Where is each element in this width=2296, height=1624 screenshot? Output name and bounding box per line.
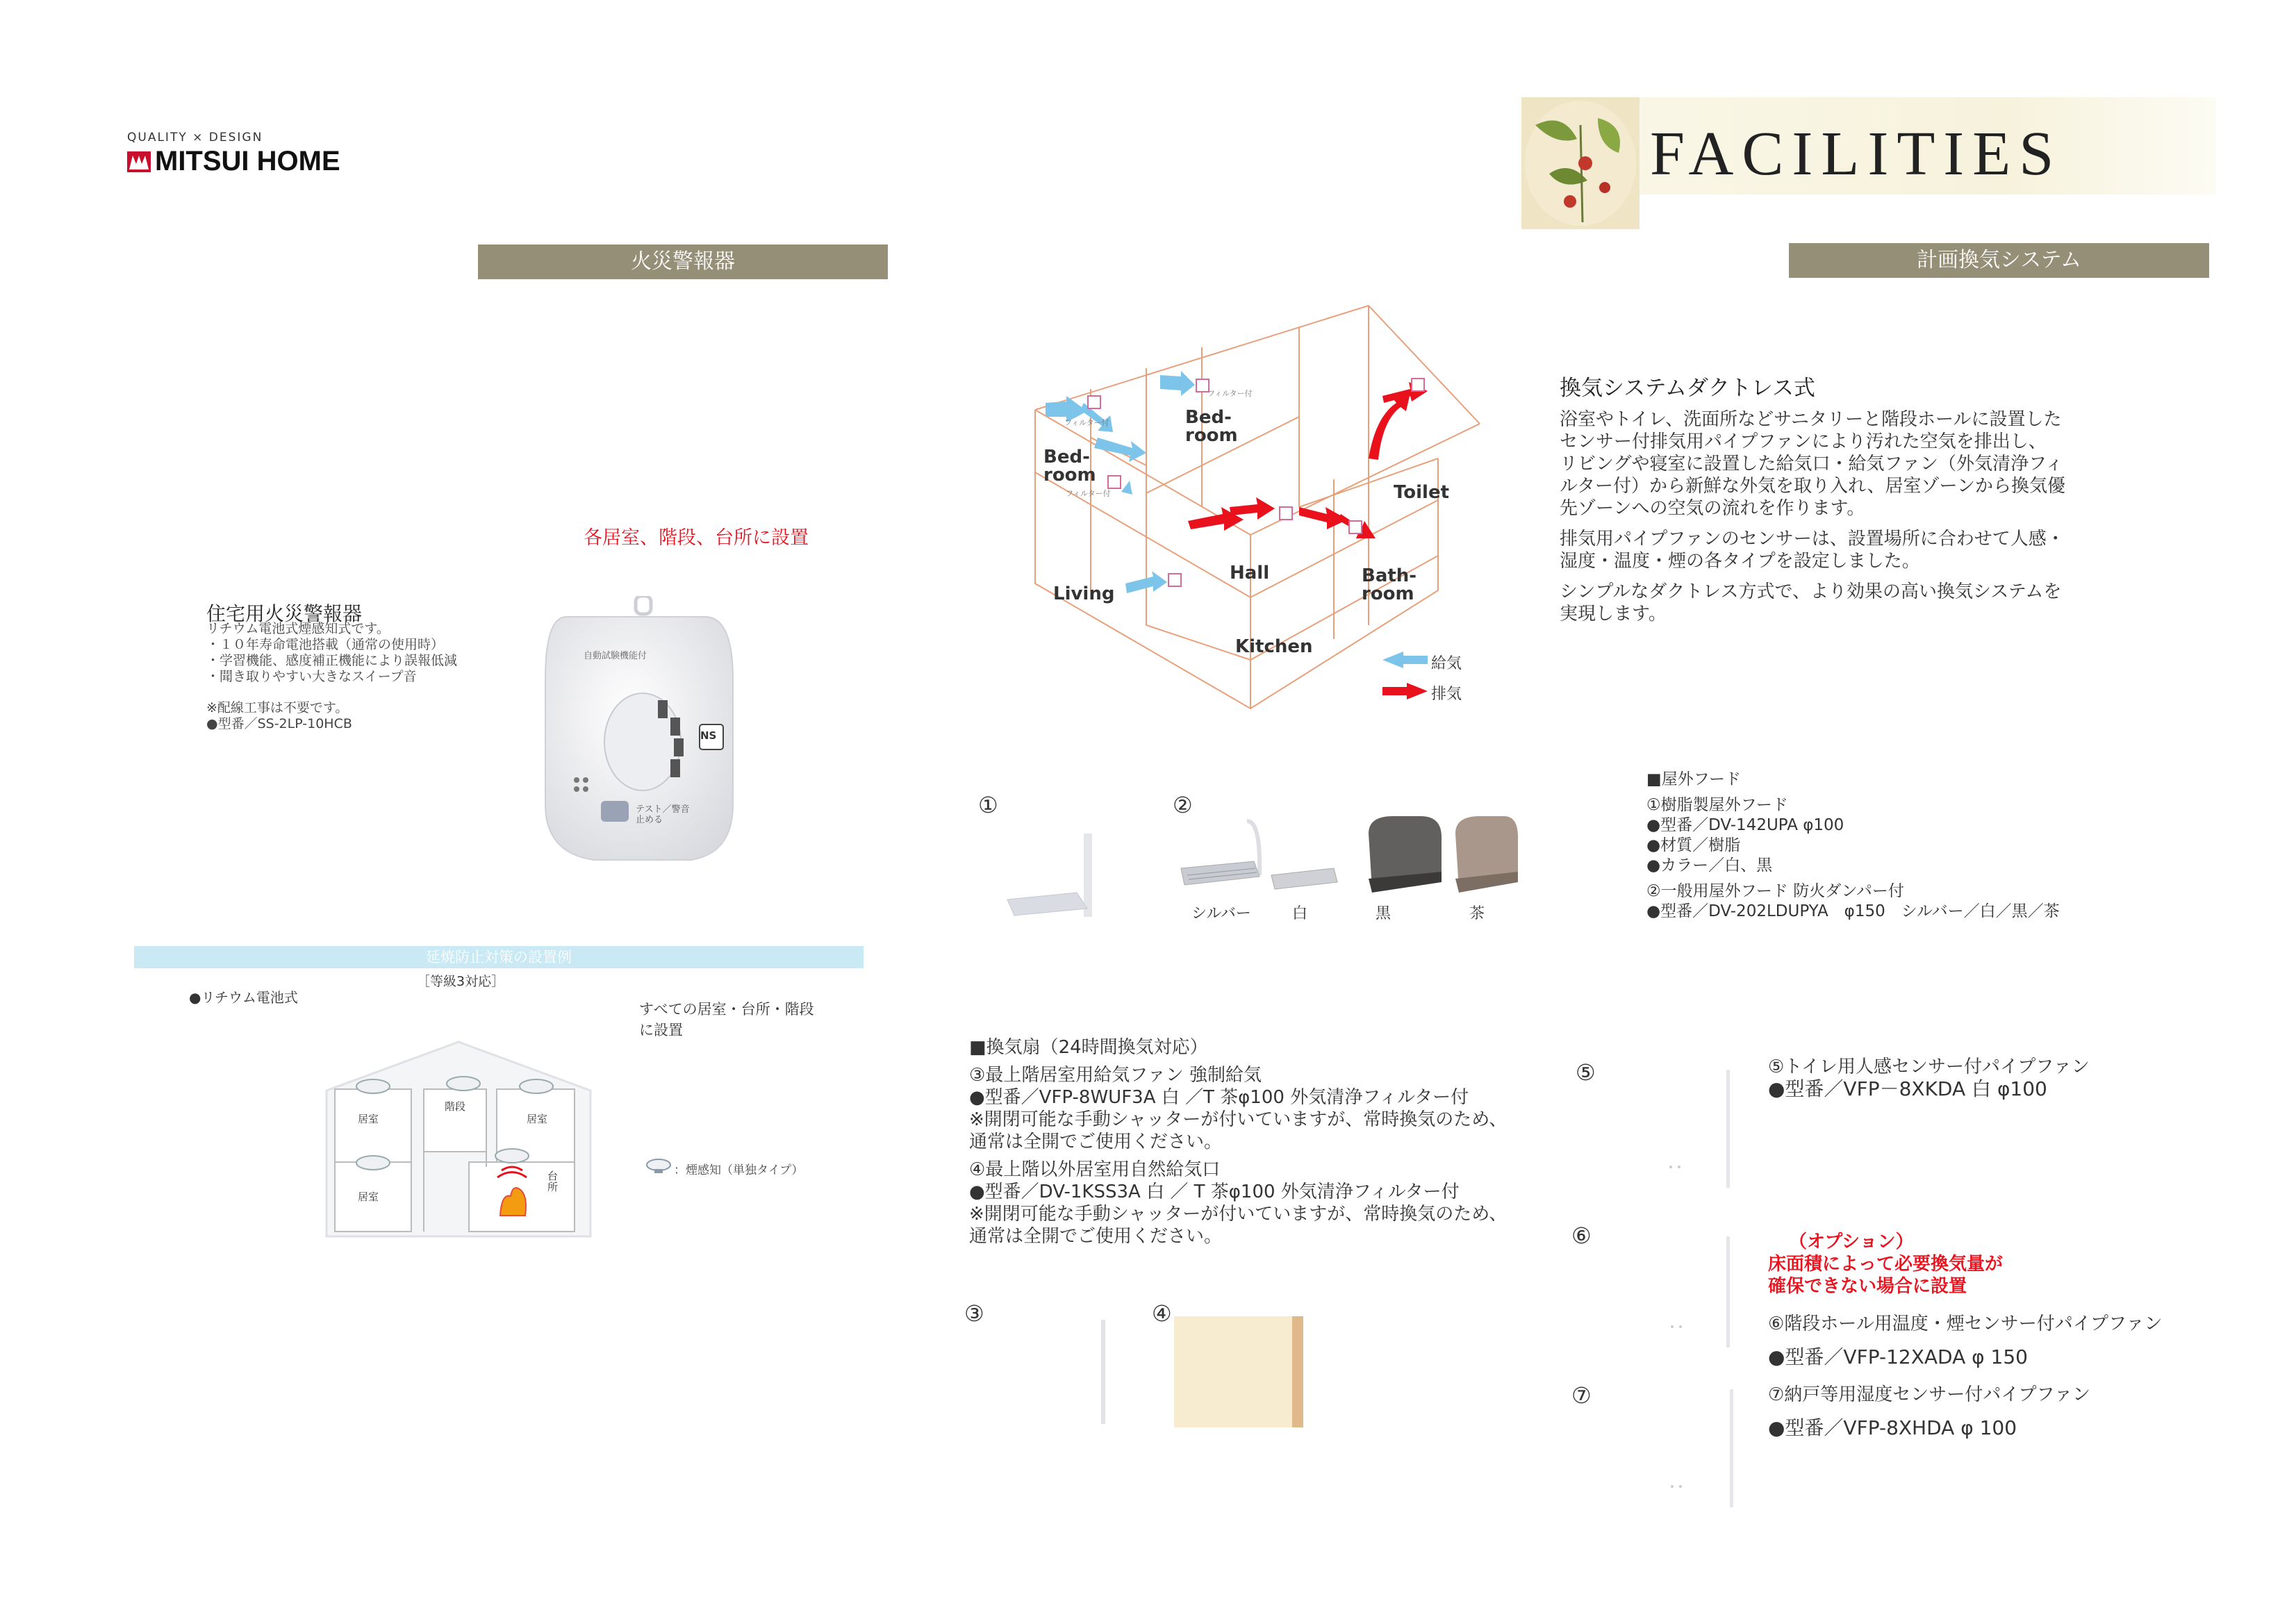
hood-title: ■屋外フード	[1646, 770, 1742, 788]
fan-5-specs	[1768, 1056, 2090, 1100]
hood-number-2: ②	[1173, 792, 1193, 818]
room-living: Living	[1053, 583, 1115, 604]
all-rooms-note	[639, 999, 814, 1041]
room-text: Bed-	[1185, 407, 1232, 428]
fan-6-model: ●型番／VFP-12XADA φ 150	[1768, 1345, 2028, 1368]
vent-line: 浴室やトイレ、洗面所などサニタリーと階段ホールに設置した	[1560, 409, 2062, 430]
room-toilet: Toilet	[1394, 482, 1450, 503]
room-kitchen: Kitchen	[1235, 636, 1313, 657]
strawberry-plant-icon	[1521, 97, 1640, 229]
filter-tag: フィルター付	[1066, 489, 1111, 498]
vent-title: 換気システムダクトレス式	[1560, 376, 1815, 401]
resin-hood-image	[1000, 827, 1105, 924]
fan-5-title: ⑤トイレ用人感センサー付パイプファン	[1768, 1057, 2090, 1077]
fan-7-model: ●型番／VFP-8XHDA φ 100	[1768, 1416, 2017, 1439]
fan-number-6: ⑥	[1571, 1223, 1592, 1249]
vent-line: 実現します。	[1560, 604, 1667, 624]
fire-alarm-header: 火災警報器	[478, 245, 888, 279]
room-text: room	[1362, 583, 1414, 604]
house-outline-icon	[320, 1035, 597, 1243]
fan-3-note: 通常は全開でご使用ください。	[969, 1132, 1223, 1152]
brand-name: MITSUI HOME	[155, 146, 340, 176]
color-label-brown: 茶	[1469, 905, 1485, 922]
option-note	[1768, 1231, 2003, 1298]
hood-item-1-color: ●カラー／白、黒	[1646, 856, 1773, 875]
fan-4-title: ④最上階以外居室用自然給気口	[969, 1159, 1221, 1180]
fire-model: ●型番／SS-2LP-10HCB	[206, 716, 352, 731]
option-line: 確保できない場合に設置	[1768, 1276, 1967, 1297]
hood-item-1-model: ●型番／DV-142UPA φ100	[1646, 816, 1844, 834]
mitsui-mark-icon	[127, 151, 151, 172]
vent-line: 排気用パイプファンのセンサーは、設置場所に合わせて人感・	[1560, 529, 2065, 549]
damper-hood-images	[1178, 813, 1518, 910]
fan-5-model: ●型番／VFP－8XKDA 白 φ100	[1768, 1077, 2047, 1100]
house-wireframe-icon	[1021, 299, 1494, 722]
fan-7-specs	[1768, 1384, 2090, 1439]
ventilation-header: 計画換気システム	[1789, 243, 2209, 278]
fan-7-title: ⑦納戸等用湿度センサー付パイプファン	[1768, 1384, 2091, 1405]
vent-line: リビングや寝室に設置した給気口・給気ファン（外気清浄フィ	[1560, 454, 2063, 474]
vent-description	[1560, 408, 2185, 625]
vent-line: ルター付）から新鮮な外気を取り入れ、居室ゾーンから換気優	[1560, 476, 2066, 497]
room-text: Bath-	[1362, 565, 1417, 586]
natural-vent-image	[1174, 1316, 1306, 1431]
hood-color-variants-icon	[1178, 813, 1518, 910]
toilet-fan-image	[1622, 1070, 1733, 1188]
room-bathroom	[1362, 567, 1417, 603]
ventilation-house-diagram	[1021, 299, 1494, 722]
option-line: 床面積によって必要換気量が	[1768, 1254, 2004, 1275]
fan-number-5: ⑤	[1576, 1059, 1596, 1086]
grade-label: ［等級3対応］	[417, 974, 505, 989]
room-bedroom-1	[1043, 448, 1096, 484]
hood-item-2-model: ●型番／DV-202LDUPYA φ150 シルバー／白／黒／茶	[1646, 902, 2060, 920]
desc-line: ・聞き取りやすい大きなスイープ音	[206, 669, 417, 684]
fan-number-4: ④	[1152, 1300, 1172, 1327]
desc-line: ・学習機能、感度補正機能により誤報低減	[206, 653, 458, 668]
brand-tagline: QUALITY × DESIGN	[127, 131, 263, 144]
room-text: room	[1185, 425, 1238, 446]
fan-number-7: ⑦	[1571, 1382, 1592, 1409]
room-text: Bed-	[1043, 447, 1090, 467]
fans-specs	[969, 1036, 1567, 1248]
supply-fan-image	[1000, 1316, 1112, 1427]
room-text: room	[1043, 465, 1096, 486]
color-label-white: 白	[1292, 905, 1308, 922]
option-title: （オプション）	[1789, 1232, 1914, 1252]
diagram-header: 延焼防止対策の設置例	[134, 946, 864, 968]
smoke-detector-photo	[538, 596, 740, 881]
fan-6-title: ⑥階段ホール用温度・煙センサー付パイプファン	[1768, 1314, 2163, 1334]
battery-label: ●リチウム電池式	[189, 989, 298, 1006]
filter-tag: フィルター付	[1207, 389, 1253, 398]
house-floorplan-diagram	[320, 1035, 597, 1243]
storage-fan-image	[1622, 1389, 1740, 1507]
hood-number-1: ①	[978, 792, 998, 818]
fan-3-note: ※開閉可能な手動シャッターが付いていますが、常時換気のため、	[969, 1109, 1508, 1130]
hood-item-1: ①樹脂製屋外フード	[1646, 796, 1788, 814]
stair-fan-image	[1622, 1236, 1733, 1348]
vent-line: シンプルなダクトレス方式で、より効果の高い換気システムを	[1560, 581, 2062, 602]
desc-line: ・１０年寿命電池搭載（通常の使用時）	[206, 637, 445, 652]
fan-6-specs	[1768, 1313, 2163, 1368]
fan-3-model: ●型番／VFP-8WUF3A 白 ／T 茶φ100 外気清浄フィルター付	[969, 1087, 1469, 1108]
fan-4-note: ※開閉可能な手動シャッターが付いていますが、常時換気のため、	[969, 1204, 1508, 1225]
room-label: 階段	[445, 1100, 466, 1113]
fan-number-3: ③	[964, 1300, 984, 1327]
legend-exhaust: 排気	[1431, 686, 1462, 703]
color-label-black: 黒	[1376, 905, 1391, 922]
vent-line: 先ゾーンへの空気の流れを作ります。	[1560, 498, 1865, 519]
all-rooms-line: すべての居室・台所・階段	[639, 1001, 814, 1018]
smoke-legend: ：煙感知（単独タイプ）	[674, 1163, 804, 1177]
ns-badge: NS	[700, 729, 717, 742]
outdoor-hood-specs	[1646, 770, 2060, 922]
vent-line: センサー付排気用パイプファンにより汚れた空気を排出し、	[1560, 431, 2047, 452]
desc-line: リチウム電池式煙感知式です。	[206, 621, 390, 636]
filter-tag: フィルター付	[1064, 418, 1109, 427]
fan-3-title: ③最上階居室用給気ファン 強制給気	[969, 1065, 1262, 1086]
wiring-note: ※配線工事は不要です。	[206, 700, 349, 715]
install-note: 各居室、階段、台所に設置	[584, 527, 809, 549]
legend-supply: 給気	[1431, 655, 1462, 672]
product-title: 住宅用火災警報器	[206, 602, 363, 625]
room-hall: Hall	[1230, 563, 1270, 583]
fan-4-model: ●型番／DV-1KSS3A 白 ／ T 茶φ100 外気清浄フィルター付	[969, 1182, 1460, 1202]
color-label-silver: シルバー	[1191, 905, 1251, 922]
room-label: 居室	[527, 1113, 548, 1125]
hood-item-2: ②一般用屋外フード 防火ダンパー付	[1646, 882, 1904, 900]
room-label: 居室	[358, 1191, 379, 1203]
vent-line: 湿度・温度・煙の各タイプを設定しました。	[1560, 551, 1920, 572]
fans-title: ■換気扇（24時間換気対応）	[969, 1037, 1208, 1058]
fan-4-note: 通常は全開でご使用ください。	[969, 1226, 1223, 1247]
device-button-label: テスト／警音止める	[636, 804, 690, 825]
brand-logo	[127, 131, 340, 177]
page-title: FACILITIES	[1650, 119, 2063, 188]
all-rooms-line: に設置	[639, 1022, 683, 1038]
room-label: 台所	[547, 1170, 559, 1193]
hood-item-1-material: ●材質／樹脂	[1646, 836, 1741, 854]
smoke-sensor-legend-icon	[645, 1157, 672, 1177]
product-description	[206, 621, 519, 732]
room-label: 居室	[358, 1113, 379, 1125]
device-label: 自動試験機能付	[584, 651, 647, 661]
room-bedroom-2	[1185, 408, 1238, 445]
